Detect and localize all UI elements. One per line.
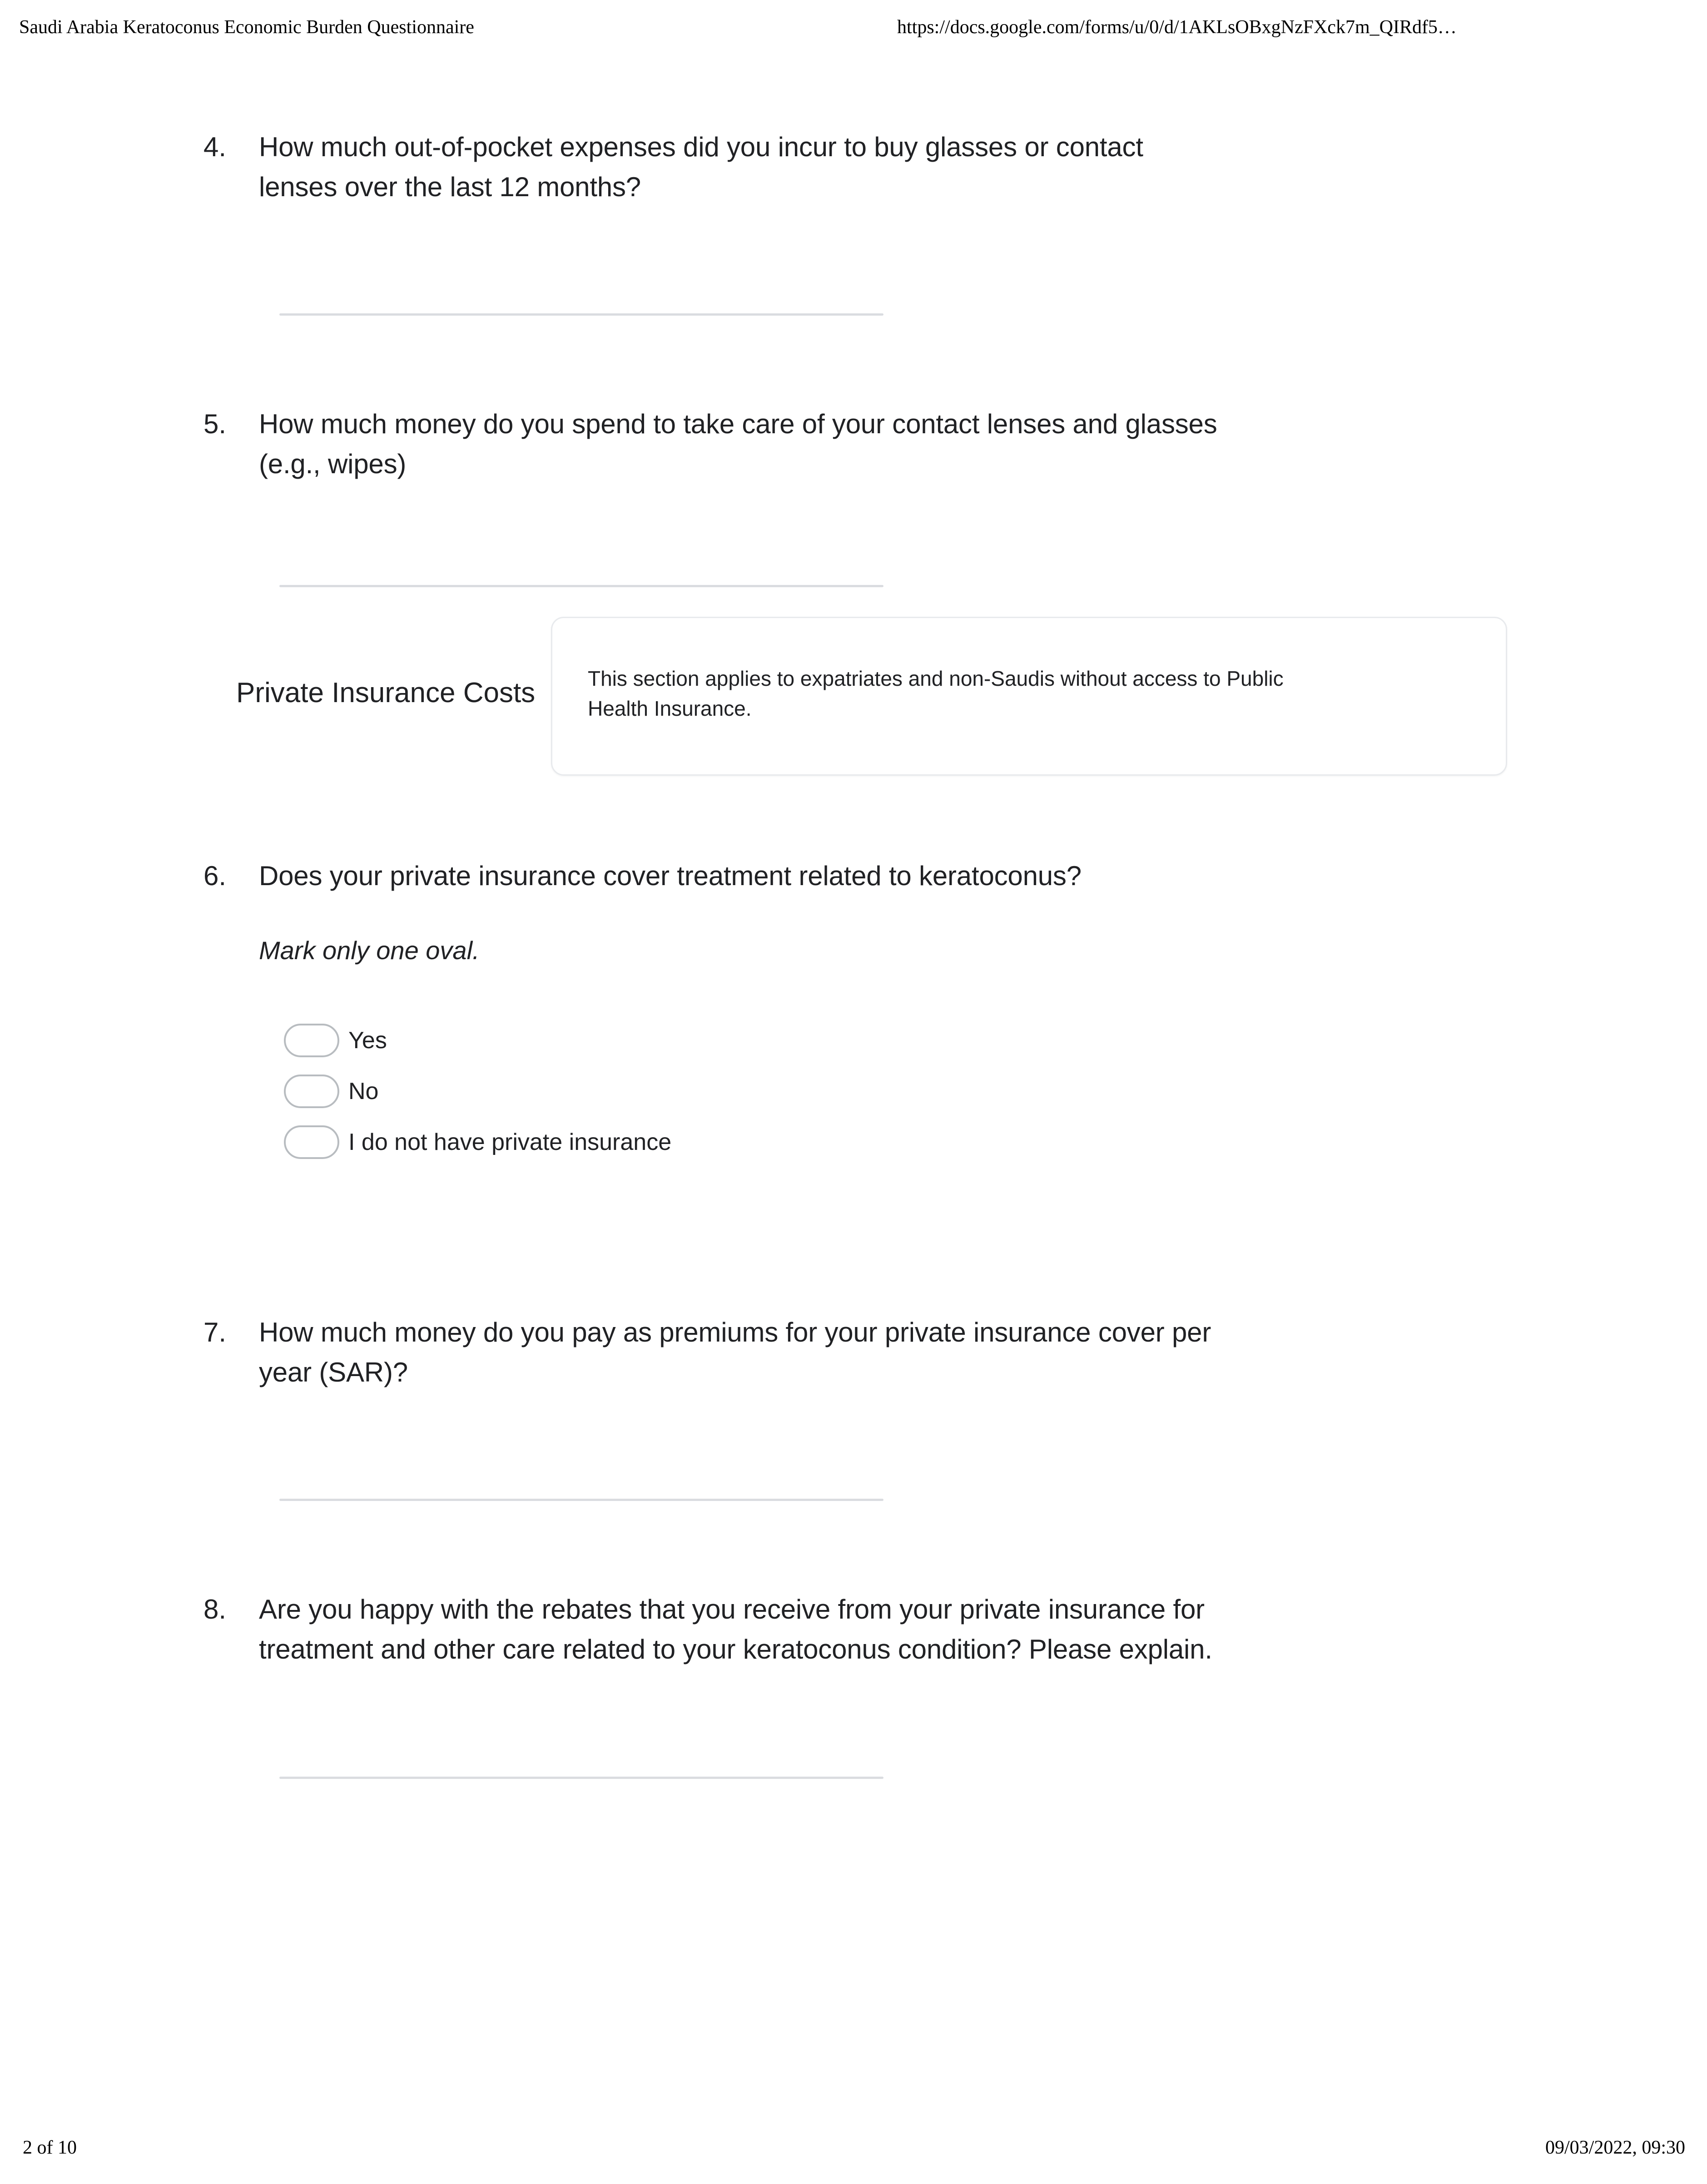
question-8-number: 8. — [203, 1594, 227, 1624]
question-7-text — [259, 1312, 1211, 1392]
question-8-text-line2: treatment and other care related to your keratoconus condition? Please explain. — [259, 1634, 1212, 1664]
option-no-label: No — [348, 1078, 379, 1104]
document-title: Saudi Arabia Keratoconus Economic Burden Questionnaire — [19, 17, 474, 38]
question-5-text-line2: (e.g., wipes) — [259, 449, 407, 479]
question-7-answer-line[interactable] — [279, 1499, 883, 1501]
question-6-text — [259, 856, 1082, 896]
question-6-options — [284, 1015, 671, 1168]
oval-icon[interactable] — [284, 1024, 339, 1057]
option-no[interactable] — [284, 1066, 671, 1117]
question-5-text-line1: How much money do you spend to take care of your contact lenses and glasses — [259, 409, 1217, 439]
page-indicator: 2 of 10 — [23, 2137, 77, 2158]
section-title — [236, 672, 554, 714]
question-4 — [200, 127, 1444, 207]
option-yes[interactable] — [284, 1015, 671, 1066]
print-header — [0, 16, 1707, 44]
question-4-text — [259, 127, 1143, 207]
question-5-answer-line[interactable] — [279, 585, 883, 587]
question-4-number: 4. — [203, 132, 227, 162]
question-5-number: 5. — [203, 409, 227, 439]
document-url: https://docs.google.com/forms/u/0/d/1AKLsOBxgNzFXck7m_QIRdf5… — [897, 17, 1457, 38]
question-6-text-line1: Does your private insurance cover treatment related to keratoconus? — [259, 861, 1082, 891]
oval-icon[interactable] — [284, 1125, 339, 1159]
question-6-instruction: Mark only one oval. — [259, 936, 480, 965]
section-title-line1: Private Insurance — [236, 677, 456, 708]
question-8-text-line1: Are you happy with the rebates that you receive from your private insurance for — [259, 1594, 1205, 1624]
option-no-private-insurance[interactable] — [284, 1117, 671, 1168]
question-8 — [200, 1590, 1463, 1669]
question-6-number: 6. — [203, 861, 227, 891]
question-8-answer-line[interactable] — [279, 1777, 883, 1779]
question-7-number: 7. — [203, 1317, 227, 1347]
section-title-line2: Costs — [463, 677, 536, 708]
question-7-text-line2: year (SAR)? — [259, 1357, 408, 1387]
question-6 — [200, 856, 1444, 896]
option-no-private-insurance-label: I do not have private insurance — [348, 1129, 672, 1155]
question-4-answer-line[interactable] — [279, 313, 883, 316]
section-description-card — [551, 617, 1507, 776]
section-description — [588, 664, 1474, 723]
print-timestamp: 09/03/2022, 09:30 — [1545, 2137, 1685, 2158]
print-footer — [0, 2137, 1707, 2164]
question-5 — [200, 404, 1444, 484]
question-4-text-line2: lenses over the last 12 months? — [259, 172, 641, 202]
question-5-text — [259, 404, 1217, 484]
section-description-line2: Health Insurance. — [588, 697, 752, 720]
oval-icon[interactable] — [284, 1075, 339, 1108]
question-4-text-line1: How much out-of-pocket expenses did you incur to buy glasses or contact — [259, 132, 1143, 162]
question-7-text-line1: How much money do you pay as premiums for your private insurance cover per — [259, 1317, 1211, 1347]
question-8-text — [259, 1590, 1212, 1669]
question-7 — [200, 1312, 1444, 1392]
option-yes-label: Yes — [348, 1027, 387, 1054]
section-description-line1: This section applies to expatriates and non-Saudis without access to Public — [588, 667, 1284, 690]
